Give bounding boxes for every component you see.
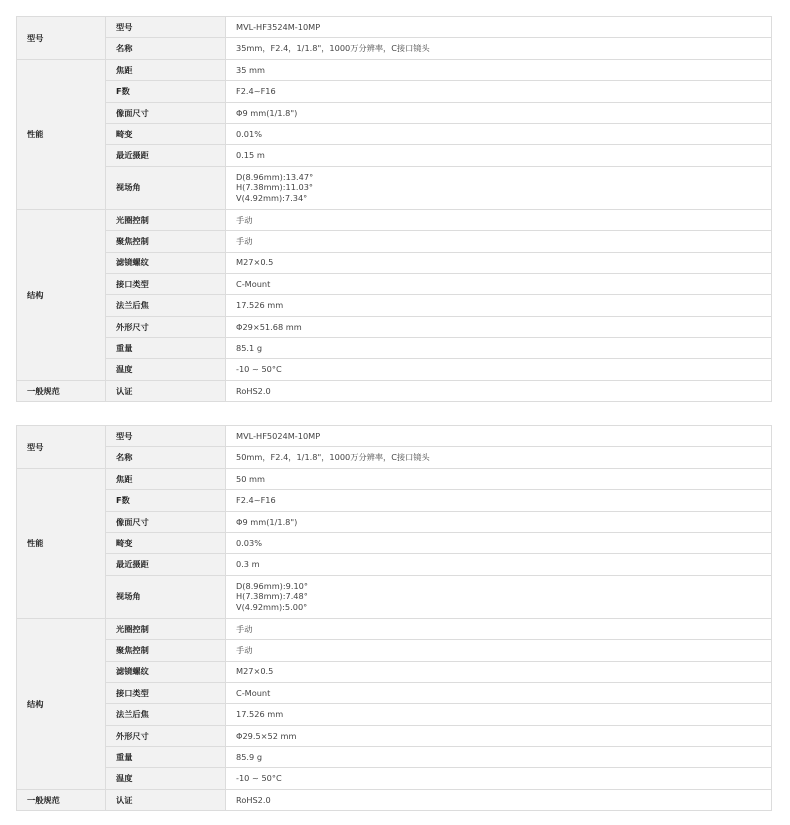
lens-spec-table-1 (16, 16, 772, 402)
spec-row (17, 768, 772, 789)
spec-row (17, 725, 772, 746)
spec-row (17, 252, 772, 273)
spec-value (226, 447, 772, 468)
spec-label: 认证 (106, 789, 226, 810)
spec-label: 接口类型 (106, 682, 226, 703)
spec-value-line: 手动 (236, 236, 253, 247)
spec-value-line: 0.3 m (236, 559, 260, 570)
spec-value-line: M27×0.5 (236, 666, 274, 677)
spec-value (226, 209, 772, 230)
spec-value-line: 0.01% (236, 128, 263, 139)
spec-group-name: 一般规范 (17, 789, 106, 810)
lens-spec-table-2 (16, 425, 772, 811)
spec-value-line: 85.1 g (236, 343, 263, 354)
spec-label: 温度 (106, 359, 226, 380)
spec-label: 聚焦控制 (106, 231, 226, 252)
spec-value (226, 231, 772, 252)
spec-row (17, 102, 772, 123)
spec-value-line: Φ9 mm(1/1.8") (236, 516, 298, 527)
spec-row (17, 704, 772, 725)
spec-row (17, 618, 772, 639)
spec-group-name: 结构 (17, 618, 106, 789)
spec-row (17, 682, 772, 703)
spec-value-line: 手动 (236, 645, 253, 656)
spec-row (17, 511, 772, 532)
spec-value-line: 35 mm (236, 64, 265, 75)
spec-row (17, 209, 772, 230)
spec-row (17, 273, 772, 294)
spec-value (226, 252, 772, 273)
spec-row (17, 490, 772, 511)
spec-value-line: Φ9 mm(1/1.8") (236, 107, 298, 118)
spec-group-name: 结构 (17, 209, 106, 380)
spec-label: 光圈控制 (106, 618, 226, 639)
spec-value (226, 380, 772, 401)
spec-value (226, 704, 772, 725)
spec-label: 型号 (106, 426, 226, 447)
spec-label: 外形尺寸 (106, 725, 226, 746)
spec-value (226, 166, 772, 209)
spec-group-name: 性能 (17, 59, 106, 209)
spec-value-line: C-Mount (236, 687, 271, 698)
spec-label: 滤镜螺纹 (106, 661, 226, 682)
spec-group-name: 性能 (17, 468, 106, 618)
spec-value-line: 0.03% (236, 537, 263, 548)
spec-label: F数 (106, 490, 226, 511)
spec-group-name: 一般规范 (17, 380, 106, 401)
spec-row (17, 59, 772, 80)
spec-row (17, 640, 772, 661)
spec-label: 聚焦控制 (106, 640, 226, 661)
spec-value (226, 747, 772, 768)
spec-row (17, 468, 772, 489)
spec-row (17, 38, 772, 59)
spec-label: 温度 (106, 768, 226, 789)
spec-row (17, 81, 772, 102)
spec-row (17, 145, 772, 166)
spec-value-line: V(4.92mm):5.00° (236, 601, 308, 612)
spec-row (17, 661, 772, 682)
spec-value-line: 50mm，F2.4，1/1.8"，1000万分辨率，C接口镜头 (236, 452, 430, 463)
spec-value (226, 725, 772, 746)
spec-value-line: V(4.92mm):7.34° (236, 192, 308, 203)
spec-value (226, 359, 772, 380)
spec-label: 滤镜螺纹 (106, 252, 226, 273)
spec-row (17, 747, 772, 768)
spec-value (226, 316, 772, 337)
spec-value-line: H(7.38mm):11.03° (236, 182, 314, 193)
spec-row (17, 359, 772, 380)
spec-value-line: 手动 (236, 214, 253, 225)
spec-value (226, 511, 772, 532)
spec-row (17, 554, 772, 575)
spec-value-line: 17.526 mm (236, 709, 284, 720)
spec-value-line: MVL-HF3524M-10MP (236, 21, 321, 32)
spec-value-line: 85.9 g (236, 752, 263, 763)
spec-group-name: 型号 (17, 17, 106, 60)
spec-value (226, 145, 772, 166)
spec-value-line: D(8.96mm):9.10° (236, 580, 308, 591)
spec-value (226, 640, 772, 661)
spec-value-line: F2.4~F16 (236, 86, 276, 97)
spec-label: 光圈控制 (106, 209, 226, 230)
spec-row (17, 17, 772, 38)
spec-label: 重量 (106, 338, 226, 359)
spec-label: 最近摄距 (106, 554, 226, 575)
spec-value (226, 59, 772, 80)
spec-label: 像面尺寸 (106, 102, 226, 123)
spec-value-line: RoHS2.0 (236, 385, 271, 396)
spec-value-line: -10 ~ 50°C (236, 364, 282, 375)
spec-value (226, 273, 772, 294)
spec-value (226, 338, 772, 359)
spec-value (226, 554, 772, 575)
spec-value (226, 102, 772, 123)
spec-row (17, 380, 772, 401)
spec-label: 接口类型 (106, 273, 226, 294)
spec-label: 名称 (106, 38, 226, 59)
spec-value (226, 295, 772, 316)
spec-row (17, 338, 772, 359)
spec-row (17, 447, 772, 468)
spec-label: 法兰后焦 (106, 704, 226, 725)
spec-value (226, 768, 772, 789)
spec-label: 型号 (106, 17, 226, 38)
spec-value (226, 661, 772, 682)
spec-value-line: MVL-HF5024M-10MP (236, 430, 321, 441)
spec-value-line: Φ29×51.68 mm (236, 321, 302, 332)
spec-label: 重量 (106, 747, 226, 768)
spec-label: 外形尺寸 (106, 316, 226, 337)
spec-value (226, 682, 772, 703)
spec-value (226, 81, 772, 102)
spec-value (226, 123, 772, 144)
spec-label: 畸变 (106, 123, 226, 144)
spec-value-line: 50 mm (236, 473, 265, 484)
spec-label: 最近摄距 (106, 145, 226, 166)
spec-label: 名称 (106, 447, 226, 468)
spec-label: F数 (106, 81, 226, 102)
spec-value-line: C-Mount (236, 278, 271, 289)
spec-row (17, 166, 772, 209)
spec-row (17, 532, 772, 553)
spec-row (17, 295, 772, 316)
spec-value-line: F2.4~F16 (236, 495, 276, 506)
spec-value-line: H(7.38mm):7.48° (236, 591, 308, 602)
spec-value (226, 618, 772, 639)
spec-value-line: RoHS2.0 (236, 794, 271, 805)
spec-value (226, 426, 772, 447)
spec-value-line: Φ29.5×52 mm (236, 730, 297, 741)
spec-value (226, 468, 772, 489)
spec-row (17, 316, 772, 337)
spec-value-line: M27×0.5 (236, 257, 274, 268)
spec-row (17, 231, 772, 252)
spec-label: 视场角 (106, 166, 226, 209)
spec-value (226, 38, 772, 59)
spec-value (226, 789, 772, 810)
spec-label: 认证 (106, 380, 226, 401)
spec-value (226, 17, 772, 38)
spec-row (17, 789, 772, 810)
spec-label: 视场角 (106, 575, 226, 618)
spec-value-line: 17.526 mm (236, 300, 284, 311)
spec-row (17, 575, 772, 618)
spec-value-line: -10 ~ 50°C (236, 773, 282, 784)
spec-value (226, 532, 772, 553)
spec-label: 法兰后焦 (106, 295, 226, 316)
spec-value-line: 35mm，F2.4，1/1.8"，1000万分辨率，C接口镜头 (236, 43, 430, 54)
spec-row (17, 426, 772, 447)
spec-value-line: 0.15 m (236, 150, 265, 161)
spec-row (17, 123, 772, 144)
spec-label: 焦距 (106, 59, 226, 80)
spec-value (226, 575, 772, 618)
spec-value-line: D(8.96mm):13.47° (236, 171, 314, 182)
spec-value-line: 手动 (236, 623, 253, 634)
spec-label: 焦距 (106, 468, 226, 489)
spec-value (226, 490, 772, 511)
spec-group-name: 型号 (17, 426, 106, 469)
spec-label: 畸变 (106, 532, 226, 553)
spec-label: 像面尺寸 (106, 511, 226, 532)
